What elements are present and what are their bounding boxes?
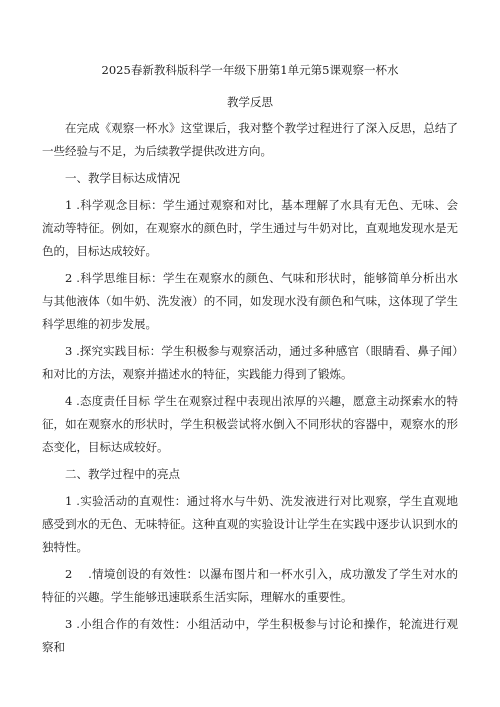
highlight-item-3: 3 .小组合作的有效性：小组活动中，学生积极参与讨论和操作，轮流进行观察和 bbox=[42, 617, 458, 654]
intro-paragraph: 在完成《观察一杯水》这堂课后，我对整个教学过程进行了深入反思，总结了一些经验与不足，为后续教学提供改进方向。 bbox=[42, 121, 458, 158]
goal-item-4: 4 .态度责任目标 学生在观察过程中表现出浓厚的兴趣，愿意主动探索水的特征，如在观察水的形状时，学生积极尝试将水倒入不同形状的容器中，观察水的形态变化，目标达成较好。 bbox=[42, 394, 458, 454]
document-body bbox=[42, 117, 458, 663]
goal-item-1: 1 .科学观念目标：学生通过观察和对比，基本理解了水具有无色、无味、会流动等特征。例如，在观察水的颜色时，学生通过与牛奶对比，直观地发现水是无色的，目标达成较好。 bbox=[42, 198, 458, 258]
section-heading-highlights: 二、教学过程中的亮点 bbox=[65, 467, 180, 481]
section-heading-goals: 一、教学目标达成情况 bbox=[65, 171, 180, 185]
document-title: 2025春新教科版科学一年级下册第1单元第5课观察一杯水 bbox=[101, 63, 399, 77]
highlight-item-2: 2 .情境创设的有效性：以瀑布图片和一杯水引入，成功激发了学生对水的特征的兴趣。学生能够迅速联系生活实际，理解水的重要性。 bbox=[42, 567, 458, 604]
goal-item-3: 3 .探究实践目标：学生积极参与观察活动，通过多种感官（眼睛看、鼻子闻）和对比的方法，观察并描述水的特征，实践能力得到了锻炼。 bbox=[42, 344, 458, 381]
highlight-item-1: 1 .实验活动的直观性：通过将水与牛奶、洗发液进行对比观察，学生直观地感受到水的无色、无味特征。这种直观的实验设计让学生在实践中逐步认识到水的独特性。 bbox=[42, 494, 458, 554]
goal-item-2: 2 .科学思维目标：学生在观察水的颜色、气味和形状时，能够简单分析出水与其他液体（如牛奶、洗发液）的不同，如发现水没有颜色和气味，这体现了学生科学思维的初步发展。 bbox=[42, 271, 458, 331]
document-subtitle: 教学反思 bbox=[227, 95, 273, 109]
